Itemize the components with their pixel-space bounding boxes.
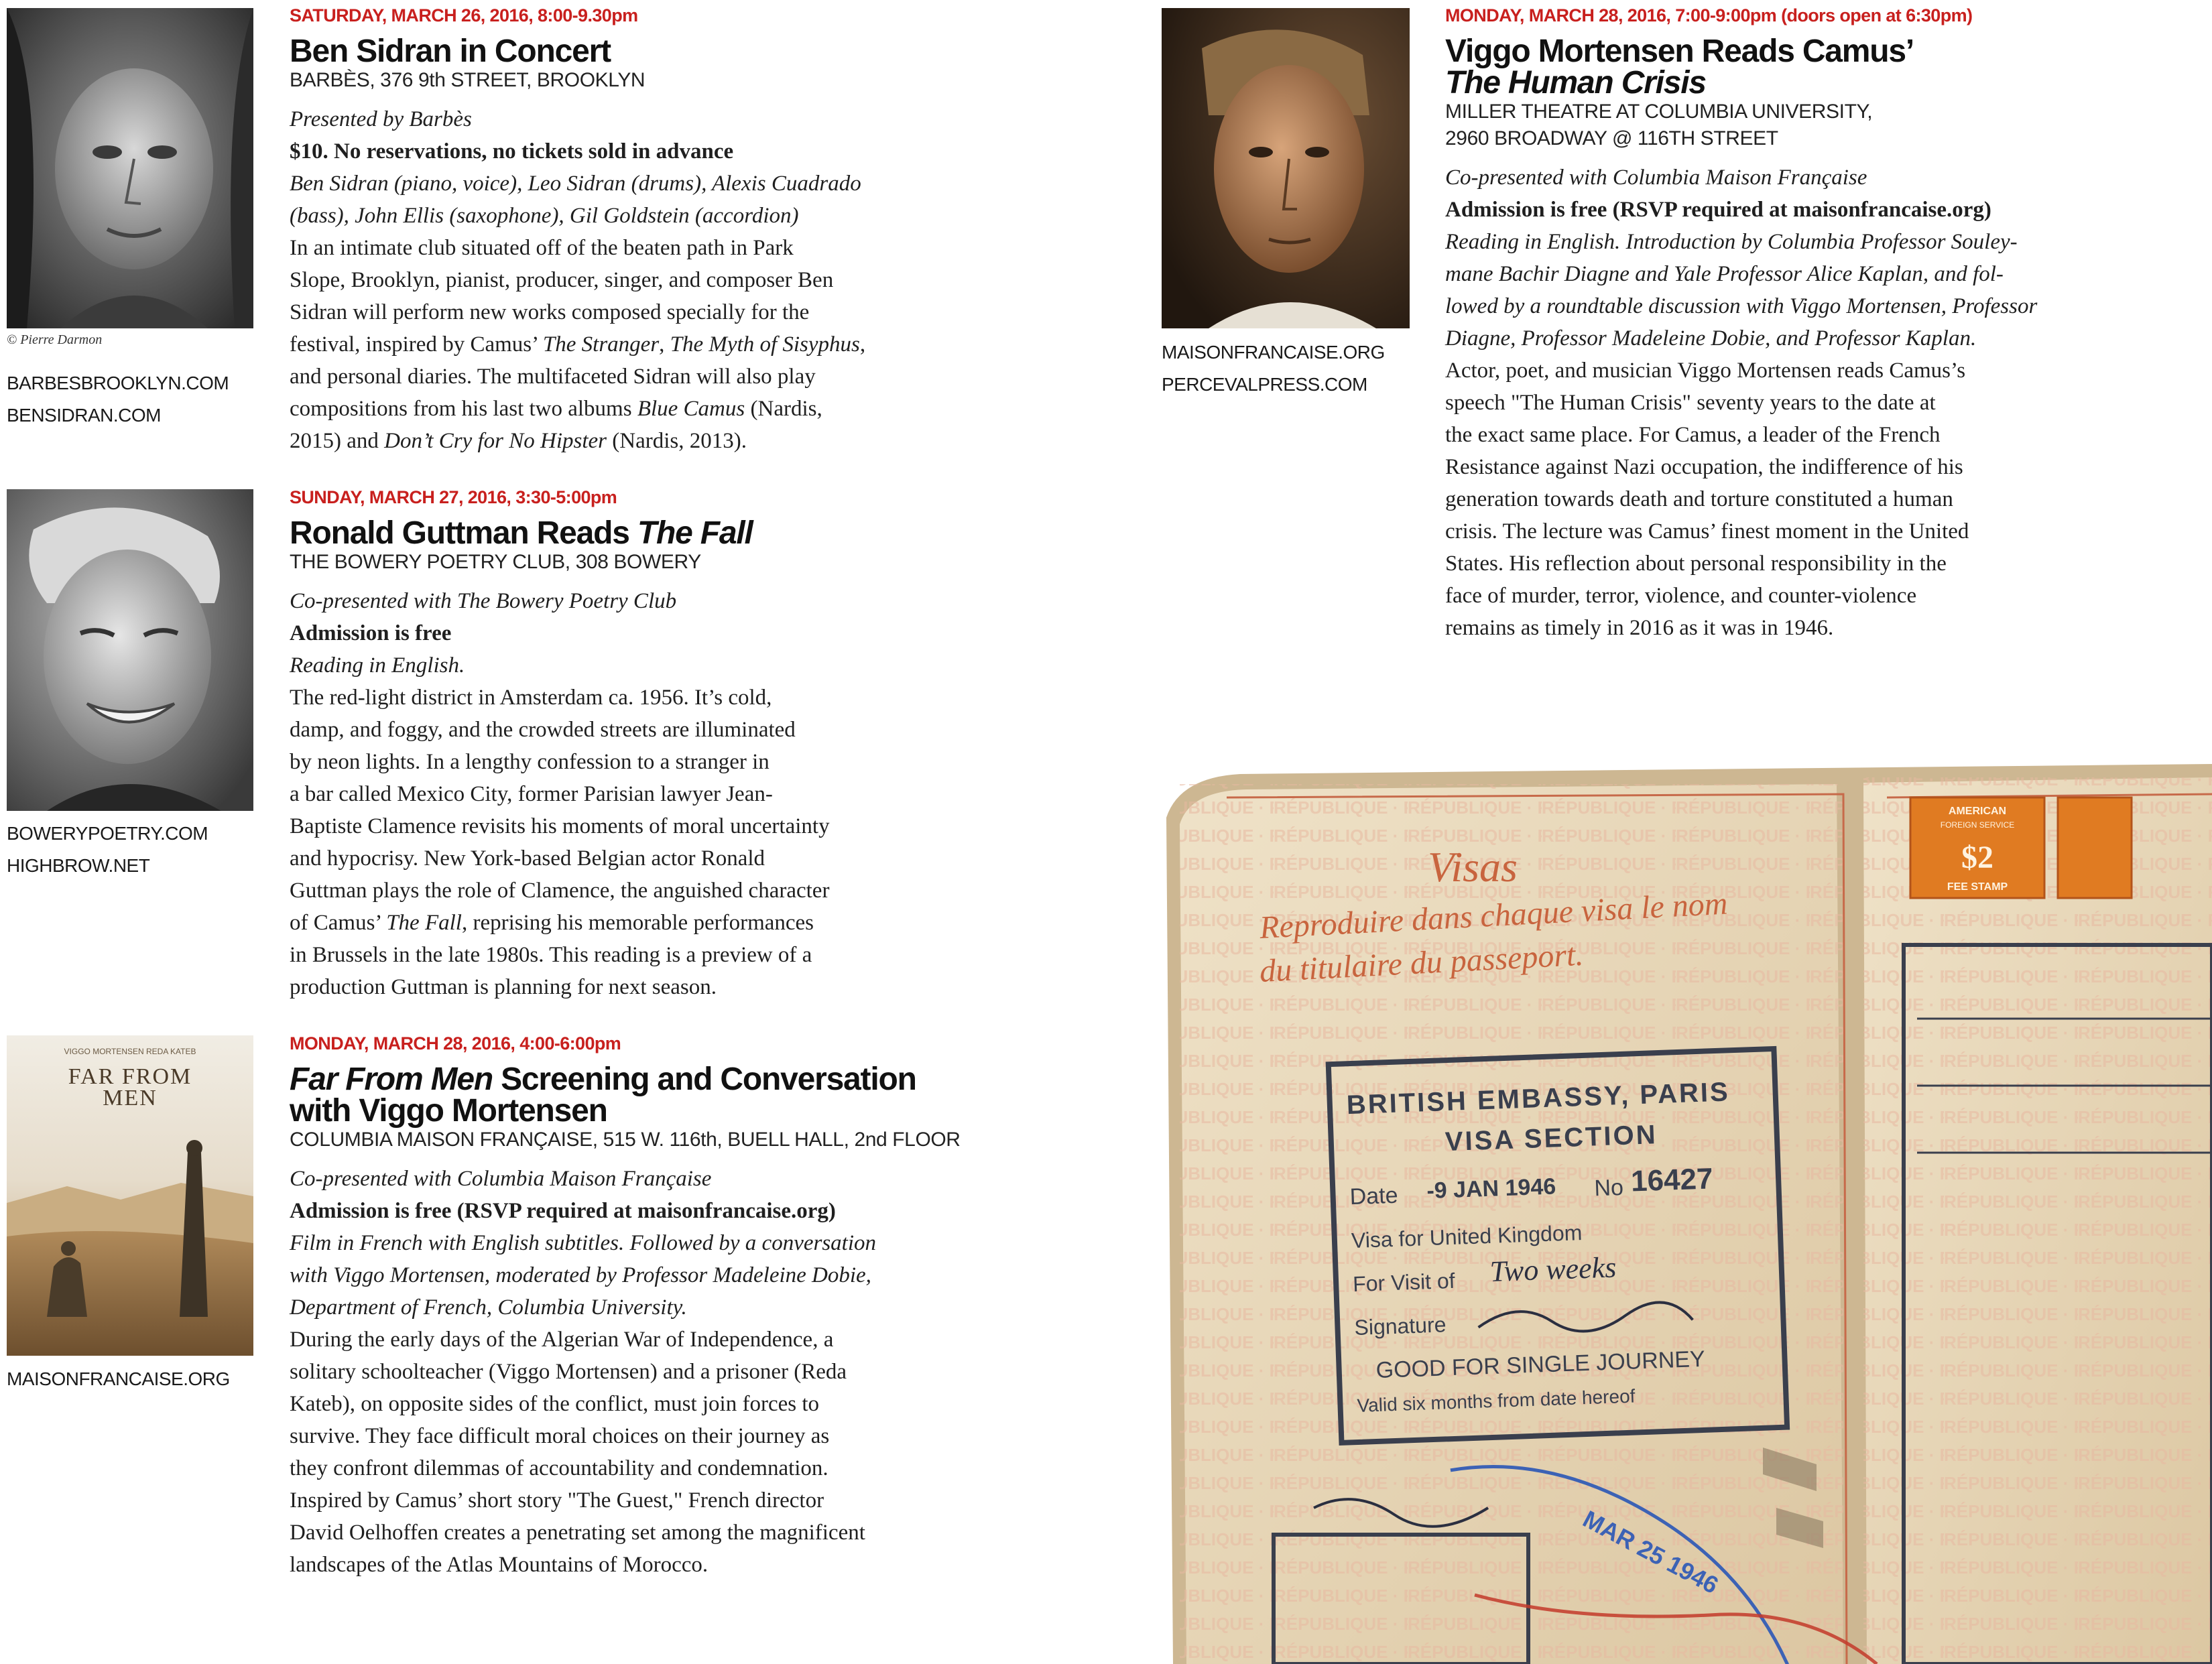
- event-note-line: with Viggo Mortensen, moderated by Professor Madeleine Dobie,: [290, 1263, 871, 1287]
- event-3-links: [7, 1363, 230, 1395]
- fee-stamp-value: $2: [1961, 840, 1993, 875]
- description-text: face of murder, terror, violence, and counter-violence: [1445, 584, 1917, 608]
- event-title: Viggo Mortensen Reads Camus’: [1445, 34, 1914, 69]
- event-title: Ben Sidran in Concert: [290, 34, 611, 69]
- event-credits-line: (bass), John Ellis (saxophone), Gil Goldstein (accordion): [290, 204, 799, 228]
- description-line: [290, 1452, 960, 1484]
- description-text: a bar called Mexico City, former Parisian lawyer Jean-: [290, 782, 773, 806]
- description-line: [1445, 548, 2209, 580]
- event-date: SUNDAY, MARCH 27, 2016, 3:30-5:00pm: [290, 487, 617, 507]
- description-text: Baptiste Clamence revisits his moments of moral uncertainty: [290, 814, 830, 838]
- event-human-crisis: [1445, 5, 2209, 644]
- event-1-links: [7, 367, 229, 432]
- work-title: Don’t Cry for No Hipster: [384, 429, 607, 453]
- description-line: [1445, 612, 2209, 644]
- description-text: the exact same place. For Camus, a leader of the French: [1445, 423, 1941, 447]
- event-note-line: Reading in English. Introduction by Columbia Professor Souley-: [1445, 230, 2018, 254]
- stamp-visit-value: Two weeks: [1489, 1251, 1617, 1288]
- description-text: survive. They face difficult moral choices on their journey as: [290, 1424, 830, 1448]
- description-text: ,: [859, 332, 866, 357]
- event-title: [290, 517, 960, 549]
- event-title-italic: The Fall: [637, 515, 753, 551]
- description-text: and hypocrisy. New York-based Belgian actor Ronald: [290, 846, 765, 871]
- description-line: [290, 1549, 960, 1581]
- stamp-line1: BRITISH EMBASSY, PARIS: [1346, 1077, 1731, 1121]
- description-line: [290, 971, 960, 1003]
- description-line: [1445, 451, 2209, 483]
- photo-credit: © Pierre Darmon: [7, 332, 103, 347]
- event-presenter: Co-presented with Columbia Maison Française: [1445, 166, 1867, 190]
- work-title: The Myth of Sisyphus: [670, 332, 860, 357]
- event-presenter: Co-presented with Columbia Maison Française: [290, 1167, 712, 1191]
- description-text: ,: [659, 332, 670, 357]
- event-admission: $10. No reservations, no tickets sold in advance: [290, 139, 734, 164]
- event-far-from-men: [290, 1033, 960, 1581]
- description-line: [290, 1388, 960, 1420]
- description-text: compositions from his last two albums: [290, 397, 637, 421]
- event-description: [290, 232, 960, 457]
- event-body: [290, 103, 960, 457]
- description-text: damp, and foggy, and the crowded streets are illuminated: [290, 718, 796, 742]
- description-line: [290, 425, 960, 457]
- fee-stamp-line3: FEE STAMP: [1947, 881, 2008, 893]
- event-venue: BARBÈS, 376 9th STREET, BROOKLYN: [290, 69, 646, 91]
- description-line: [290, 361, 960, 393]
- description-text: production Guttman is planning for next season.: [290, 975, 717, 999]
- event-venue-line: MILLER THEATRE AT COLUMBIA UNIVERSITY,: [1445, 101, 1873, 123]
- event-note: Reading in English.: [290, 653, 465, 678]
- description-line: [1445, 483, 2209, 515]
- description-text: , reprising his memorable performances: [461, 911, 814, 935]
- stamp-visit-label: For Visit of: [1352, 1268, 1456, 1297]
- event-title-italic: Far From Men: [290, 1062, 493, 1097]
- description-text: Guttman plays the role of Clamence, the anguished character: [290, 879, 830, 903]
- stamp-signature-label: Signature: [1353, 1312, 1447, 1340]
- event-presenter: Co-presented with The Bowery Poetry Club: [290, 589, 677, 613]
- description-text: and personal diaries. The multifaceted Sidran will also play: [290, 365, 816, 389]
- event-body: [1445, 162, 2209, 644]
- description-line: [290, 875, 960, 907]
- description-text: The red-light district in Amsterdam ca. 1956. It’s cold,: [290, 686, 772, 710]
- description-text: speech "The Human Crisis" seventy years to the date at: [1445, 391, 1936, 415]
- event-ben-sidran: [290, 5, 960, 457]
- work-title: Blue Camus: [637, 397, 745, 421]
- stamp-valid: Valid six months from date hereof: [1357, 1385, 1636, 1416]
- description-text: Sidran will perform new works composed specially for the: [290, 300, 810, 324]
- event-description: [1445, 355, 2209, 644]
- event-admission: Admission is free (RSVP required at maisonfrancaise.org): [290, 1199, 836, 1223]
- link-maisonfrancaise[interactable]: MAISONFRANCAISE.ORG: [1162, 342, 1385, 363]
- event-note-line: Diagne, Professor Madeleine Dobie, and Professor Kaplan.: [1445, 326, 1977, 350]
- description-line: [290, 810, 960, 842]
- description-text: In an intimate club situated off of the beaten path in Park: [290, 236, 794, 260]
- event-date: SATURDAY, MARCH 26, 2016, 8:00-9.30pm: [290, 5, 638, 25]
- portrait-ronald-guttman: [7, 489, 253, 811]
- event-ronald-guttman: [290, 487, 960, 1003]
- description-line: [290, 714, 960, 746]
- description-text: David Oelhoffen creates a penetrating set among the magnificent: [290, 1521, 865, 1545]
- description-line: [1445, 419, 2209, 451]
- description-line: [290, 1420, 960, 1452]
- fee-stamp-line1: AMERICAN: [1948, 806, 2007, 817]
- passport-visa-page: [1140, 737, 2212, 1664]
- event-credits-line: Ben Sidran (piano, voice), Leo Sidran (drums), Alexis Cuadrado: [290, 172, 861, 196]
- poster-title-line2: MEN: [103, 1086, 158, 1110]
- description-text: crisis. The lecture was Camus’ finest moment in the United: [1445, 519, 1969, 543]
- event-title-italic: The Human Crisis: [1445, 65, 1706, 101]
- description-text: Kateb), on opposite sides of the conflict, must join forces to: [290, 1392, 820, 1416]
- event-note-line: lowed by a roundtable discussion with Viggo Mortensen, Professor: [1445, 294, 2038, 318]
- work-title: The Stranger: [542, 332, 660, 357]
- work-title: The Fall: [386, 911, 462, 935]
- description-text: Resistance against Nazi occupation, the indifference of his: [1445, 455, 1963, 479]
- link-barbesbrooklyn[interactable]: BARBESBROOKLYN.COM: [7, 373, 229, 393]
- portrait-ben-sidran: [7, 8, 253, 328]
- description-text: Slope, Brooklyn, pianist, producer, singer, and composer Ben: [290, 268, 834, 292]
- description-line: [290, 778, 960, 810]
- stamp-date-label: Date: [1349, 1182, 1399, 1210]
- description-line: [1445, 515, 2209, 548]
- description-text: solitary schoolteacher (Viggo Mortensen) and a prisoner (Reda: [290, 1360, 847, 1384]
- event-title-plain: Screening and Conversation: [492, 1062, 916, 1097]
- portrait-viggo-mortensen: [1162, 8, 1410, 328]
- description-line: [290, 264, 960, 296]
- description-text: (Nardis,: [745, 397, 822, 421]
- description-line: [290, 328, 960, 361]
- event-date: MONDAY, MARCH 28, 2016, 4:00-6:00pm: [290, 1033, 621, 1053]
- link-bowerypoetry[interactable]: BOWERYPOETRY.COM: [7, 823, 208, 844]
- description-text: of Camus’: [290, 911, 387, 935]
- description-line: [290, 746, 960, 778]
- description-text: landscapes of the Atlas Mountains of Morocco.: [290, 1553, 709, 1577]
- stamp-good-for: GOOD FOR SINGLE JOURNEY: [1375, 1346, 1706, 1383]
- event-venue-line: 2960 BROADWAY @ 116TH STREET: [1445, 127, 1778, 149]
- event-note-line: Film in French with English subtitles. Followed by a conversation: [290, 1231, 877, 1255]
- stamp-number-value: 16427: [1630, 1162, 1714, 1198]
- link-highbrow[interactable]: HIGHBROW.NET: [7, 855, 150, 876]
- description-line: [290, 296, 960, 328]
- description-text: remains as timely in 2016 as it was in 1946.: [1445, 616, 1834, 640]
- event-date: MONDAY, MARCH 28, 2016, 7:00-9:00pm (doors open at 6:30pm): [1445, 5, 1973, 25]
- event-admission: Admission is free: [290, 621, 452, 645]
- event-venue: THE BOWERY POETRY CLUB, 308 BOWERY: [290, 551, 701, 573]
- stamp-visa-for: Visa for United Kingdom: [1351, 1220, 1583, 1253]
- event-description: [290, 1324, 960, 1581]
- link-percevalpress[interactable]: PERCEVALPRESS.COM: [1162, 374, 1367, 395]
- event-2-links: [7, 818, 208, 882]
- event-presenter: Presented by Barbès: [290, 107, 472, 131]
- passport-instruction-2: du titulaire du passeport.: [1258, 936, 1585, 989]
- event-admission: Admission is free (RSVP required at maisonfrancaise.org): [1445, 198, 1991, 222]
- description-text: States. His reflection about personal responsibility in the: [1445, 552, 1947, 576]
- passport-visas-header: Visas: [1428, 843, 1518, 891]
- event-note-line: mane Bachir Diagne and Yale Professor Alice Kaplan, and fol-: [1445, 262, 2004, 286]
- description-line: [290, 842, 960, 875]
- description-text: by neon lights. In a lengthy confession to a stranger in: [290, 750, 770, 774]
- event-body: [290, 1163, 960, 1581]
- description-line: [290, 1356, 960, 1388]
- description-text: (Nardis, 2013).: [607, 429, 747, 453]
- fee-stamp: [1910, 797, 2132, 898]
- fee-stamp-line2: FOREIGN SERVICE: [1940, 820, 2015, 830]
- description-line: [290, 1324, 960, 1356]
- description-line: [290, 907, 960, 939]
- description-line: [1445, 355, 2209, 387]
- film-poster-far-from-men: [7, 1035, 253, 1356]
- description-line: [290, 682, 960, 714]
- description-text: Inspired by Camus’ short story "The Guest," French director: [290, 1488, 824, 1513]
- description-line: [290, 1484, 960, 1517]
- description-text: festival, inspired by Camus’: [290, 332, 543, 357]
- description-text: Actor, poet, and musician Viggo Mortensen reads Camus’s: [1445, 359, 1966, 383]
- event-title-plain: Ronald Guttman Reads: [290, 515, 637, 551]
- description-line: [1445, 580, 2209, 612]
- passport-instruction-1: Reproduire dans chaque visa le nom: [1258, 885, 1729, 946]
- poster-title-line1: FAR FROM: [68, 1064, 192, 1089]
- link-bensidran[interactable]: BENSIDRAN.COM: [7, 405, 161, 426]
- stamp-date-value: -9 JAN 1946: [1426, 1173, 1556, 1204]
- link-maisonfrancaise[interactable]: MAISONFRANCAISE.ORG: [7, 1368, 230, 1389]
- description-text: generation towards death and torture constituted a human: [1445, 487, 1953, 511]
- stamp-line2: VISA SECTION: [1445, 1120, 1658, 1157]
- event-title: [290, 1064, 960, 1095]
- description-line: [290, 939, 960, 971]
- event-body: [290, 585, 960, 1003]
- poster-actors: VIGGO MORTENSEN REDA KATEB: [64, 1047, 196, 1056]
- description-line: [1445, 387, 2209, 419]
- description-line: [290, 1517, 960, 1549]
- description-text: in Brussels in the late 1980s. This reading is a preview of a: [290, 943, 812, 967]
- blue-stamp-date: MAR 25 1946: [1578, 1505, 1723, 1600]
- event-note-line: Department of French, Columbia University.: [290, 1295, 687, 1320]
- description-text: they confront dilemmas of accountability and condemnation.: [290, 1456, 828, 1480]
- event-4-links: [1162, 336, 1385, 401]
- event-description: [290, 682, 960, 1003]
- event-title-line2: with Viggo Mortensen: [290, 1093, 607, 1129]
- event-venue: COLUMBIA MAISON FRANÇAISE, 515 W. 116th, BUELL HALL, 2nd FLOOR: [290, 1129, 961, 1151]
- description-text: During the early days of the Algerian War of Independence, a: [290, 1328, 834, 1352]
- stamp-number-label: No: [1593, 1174, 1624, 1202]
- description-line: [290, 232, 960, 264]
- description-line: [290, 393, 960, 425]
- description-text: 2015) and: [290, 429, 385, 453]
